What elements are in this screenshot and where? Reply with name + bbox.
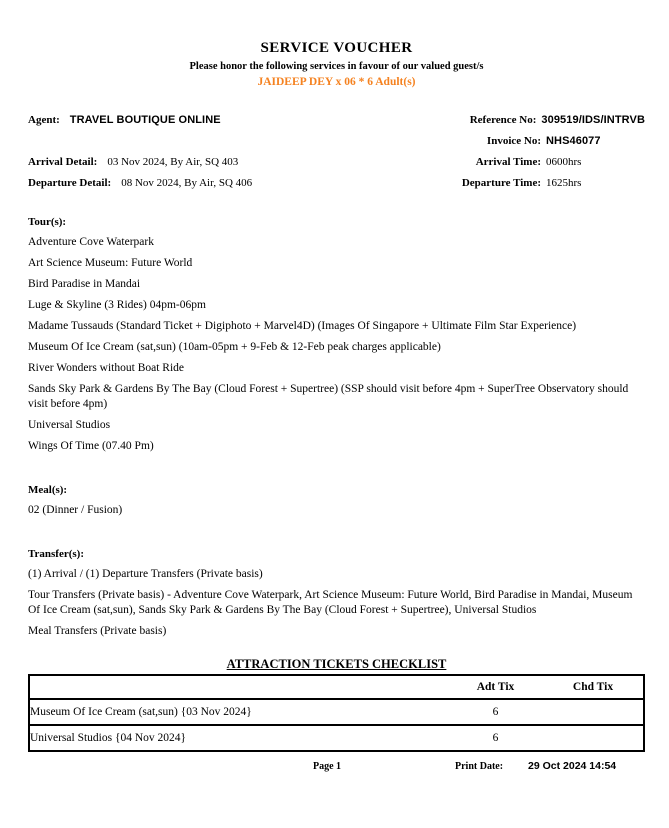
col-header-blank xyxy=(29,675,448,699)
tour-item: Luge & Skyline (3 Rides) 04pm-06pm xyxy=(28,299,206,311)
tickets-table xyxy=(28,674,645,752)
tour-item: Sands Sky Park & Gardens By The Bay (Cloud Forest + Supertree) (SSP should visit before 4pm + SuperTree Observatory should visit before 4pm) xyxy=(28,383,629,410)
departure-detail-value: 08 Nov 2024, By Air, SQ 406 xyxy=(121,177,253,189)
departure-time-value: 1625hrs xyxy=(546,177,582,189)
tours-heading: Tour(s): xyxy=(28,216,67,228)
adt-tix-cell: 6 xyxy=(492,732,499,744)
info-row-agent-reference xyxy=(28,110,645,131)
ticket-name-cell: Museum Of Ice Cream (sat,sun) {03 Nov 2024} xyxy=(30,706,252,718)
footer xyxy=(28,761,645,777)
chd-tix-cell xyxy=(543,699,644,725)
transfers-heading: Transfer(s): xyxy=(28,548,84,560)
invoice-no-label: Invoice No: xyxy=(486,135,541,147)
agent-label: Agent: xyxy=(28,114,60,126)
reference-no-value: 309519/IDS/INTRVB xyxy=(541,114,645,126)
meals-heading: Meal(s): xyxy=(28,484,68,496)
transfer-item: (1) Arrival / (1) Departure Transfers (Private basis) xyxy=(28,568,263,580)
document-subtitle: Please honor the following services in favour of our valued guest/s xyxy=(189,61,484,72)
print-date-value: 29 Oct 2024 14:54 xyxy=(528,760,617,772)
booking-info xyxy=(28,110,645,194)
transfer-item: Tour Transfers (Private basis) - Adventure Cove Waterpark, Art Science Museum: Future World, Bird Paradise in Mandai, Museum Of Ice Cream (sat,sun), Sands Sky Park & Gardens By The Bay (Cloud Forest + Supertree), Universal Studios xyxy=(28,589,633,616)
tour-item: Art Science Museum: Future World xyxy=(28,257,193,269)
tour-item: Bird Paradise in Mandai xyxy=(28,278,141,290)
info-row-departure xyxy=(28,173,645,194)
ticket-name-cell: Universal Studios {04 Nov 2024} xyxy=(30,732,187,744)
table-row xyxy=(29,699,644,725)
arrival-detail-label: Arrival Detail: xyxy=(28,156,98,168)
agent-value: TRAVEL BOUTIQUE ONLINE xyxy=(69,114,221,126)
page-number: Page 1 xyxy=(313,761,342,772)
reference-no-label: Reference No: xyxy=(469,114,537,126)
col-header-adt-tix: Adt Tix xyxy=(476,681,515,693)
document-title: SERVICE VOUCHER xyxy=(260,40,413,56)
guest-line: JAIDEEP DEY x 06 * 6 Adult(s) xyxy=(257,76,416,88)
meal-item: 02 (Dinner / Fusion) xyxy=(28,504,123,516)
info-row-arrival xyxy=(28,152,645,173)
print-date-label: Print Date: xyxy=(455,761,504,772)
info-row-invoice xyxy=(28,131,645,152)
transfers-section xyxy=(28,548,645,639)
table-row xyxy=(29,725,644,751)
tour-item: River Wonders without Boat Ride xyxy=(28,362,185,374)
departure-detail-label: Departure Detail: xyxy=(28,177,112,189)
invoice-no-value: NHS46077 xyxy=(546,135,601,147)
arrival-detail-value: 03 Nov 2024, By Air, SQ 403 xyxy=(107,156,239,168)
adt-tix-cell: 6 xyxy=(492,706,499,718)
tours-section xyxy=(28,216,645,454)
checklist-title: ATTRACTION TICKETS CHECKLIST xyxy=(226,657,447,671)
arrival-time-value: 0600hrs xyxy=(546,156,582,168)
arrival-time-label: Arrival Time: xyxy=(475,156,541,168)
meals-section xyxy=(28,484,645,518)
col-header-chd-tix: Chd Tix xyxy=(572,681,614,693)
tour-item: Universal Studios xyxy=(28,419,111,431)
tour-item: Adventure Cove Waterpark xyxy=(28,236,154,248)
tour-item: Museum Of Ice Cream (sat,sun) (10am-05pm + 9-Feb & 12-Feb peak charges applicable) xyxy=(28,341,441,353)
transfer-item: Meal Transfers (Private basis) xyxy=(28,625,167,637)
table-header-row xyxy=(29,675,644,699)
tour-item: Madame Tussauds (Standard Ticket + Digiphoto + Marvel4D) (Images Of Singapore + Ultimate Film Star Experience) xyxy=(28,320,577,332)
tour-item: Wings Of Time (07.40 Pm) xyxy=(28,440,154,452)
departure-time-label: Departure Time: xyxy=(461,177,541,189)
chd-tix-cell xyxy=(543,725,644,751)
